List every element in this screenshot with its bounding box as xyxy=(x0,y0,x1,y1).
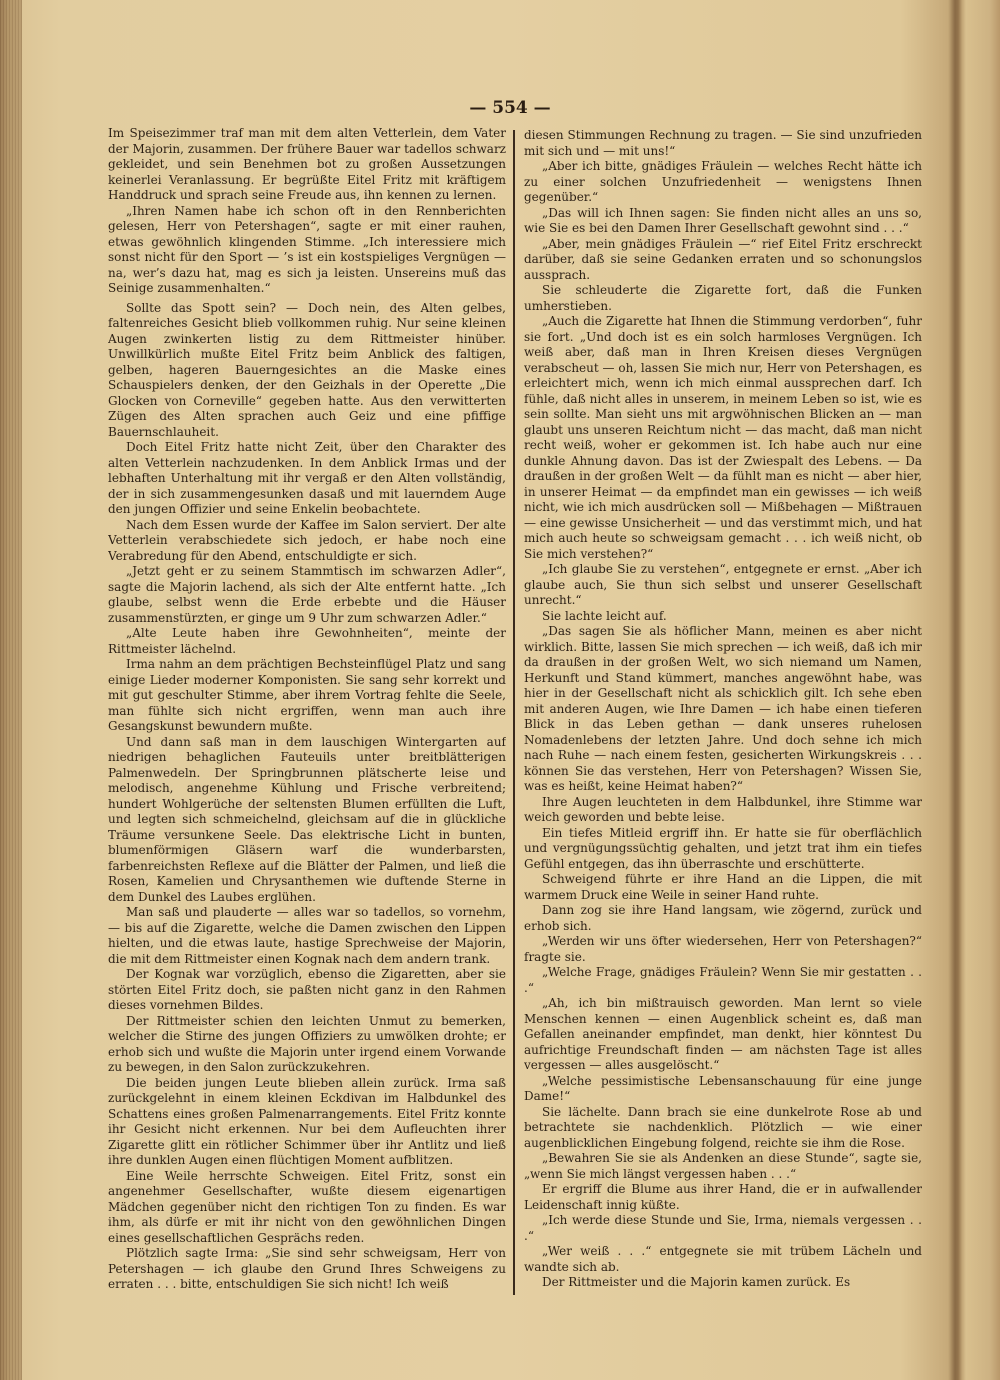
paragraph: Der Rittmeister schien den leichten Unmut zu bemerken, welcher die Stirne des jungen Offiziers zu umwölken drohte; er erhob sich und wußte die Majorin unter irgend einem Vorwande zu bewegen, in den Salon zurückzukehren. xyxy=(108,1013,506,1074)
paragraph: „Ihren Namen habe ich schon oft in den Rennberichten gelesen, Herr von Petershagen“, sagte er mit einer rauhen, etwas gewöhnlich klingenden Stimme. „Ich interessiere mich sonst nicht für den Sport — ’s ist ein kostspieliges Vergnügen — na, wer’s dazu hat, mag es sich ja leisten. Unsereins muß das Seinige zusammenhalten.“ xyxy=(108,203,506,295)
paragraph: „Das will ich Ihnen sagen: Sie finden nicht alles an uns so, wie Sie es bei den Damen Ihrer Gesellschaft gewohnt sind . . .“ xyxy=(524,205,922,235)
book-edge xyxy=(0,0,22,1380)
paragraph: diesen Stimmungen Rechnung zu tragen. — Sie sind unzufrieden mit sich und — mit uns!“ xyxy=(524,128,922,158)
paragraph: „Alte Leute haben ihre Gewohnheiten“, meinte der Rittmeister lächelnd. xyxy=(108,626,506,656)
paragraph: Doch Eitel Fritz hatte nicht Zeit, über den Charakter des alten Vetterlein nachzudenken. In dem Anblick Irmas und der lebhaften Unterhaltung mit ihr vergaß er den Alten vollständig, der in sich zusammengesunken dasaß und mit lauerndem Auge den jungen Offizier und seine Enkelin beobachtete. xyxy=(108,440,506,516)
paragraph: „Welche pessimistische Lebensanschauung für eine junge Dame!“ xyxy=(524,1073,922,1103)
page-fold xyxy=(948,0,962,1380)
paragraph: Ein tiefes Mitleid ergriff ihn. Er hatte sie für oberflächlich und vergnügungssüchtig gehalten, und jetzt trat ihm ein tiefes Gefühl entgegen, das ihn überraschte und erschütterte. xyxy=(524,825,922,871)
paragraph: „Ich glaube Sie zu verstehen“, entgegnete er ernst. „Aber ich glaube auch, Sie thun sich selbst und unserer Gesellschaft unrecht.“ xyxy=(524,562,922,607)
paragraph: „Jetzt geht er zu seinem Stammtisch im schwarzen Adler“, sagte die Majorin lachend, als sich der Alte entfernt hatte. „Ich glaube, selbst wenn die Erde erbebte und die Häuser zusammenstürzten, er ginge um 9 Uhr zum schwarzen Adler.“ xyxy=(108,564,506,625)
paragraph: „Bewahren Sie sie als Andenken an diese Stunde“, sagte sie, „wenn Sie mich längst vergessen haben . . .“ xyxy=(524,1151,922,1181)
page-number: — 554 — xyxy=(469,98,551,118)
paragraph: Der Rittmeister und die Majorin kamen zurück. Es xyxy=(542,1275,851,1289)
paragraph: Im Speisezimmer traf man mit dem alten Vetterlein, dem Vater der Majorin, zusammen. Der frühere Bauer war tadellos schwarz gekleidet, und sein Benehmen bot zu großen Aussetzungen keinerlei Veranlassung. Er begrüßte Eitel Fritz mit kräftigem Handdruck und sprach seine Freude aus, ihn kennen zu lernen. xyxy=(108,126,506,202)
paragraph: Sie schleuderte die Zigarette fort, daß die Funken umherstieben. xyxy=(524,283,922,313)
paragraph: Nach dem Essen wurde der Kaffee im Salon serviert. Der alte Vetterlein verabschiedete sich jedoch, er habe noch eine Verabredung für den Abend, entschuldigte er sich. xyxy=(108,517,506,563)
paragraph: „Ich werde diese Stunde und Sie, Irma, niemals vergessen . . .“ xyxy=(524,1213,922,1243)
paragraph: „Ah, ich bin mißtrauisch geworden. Man lernt so viele Menschen kennen — einen Augenblick scheint es, daß man Gefallen aneinander empfindet, man denkt, hier könntest Du aufrichtige Freundschaft finden — am nächsten Tage ist alles vergessen — alles ausgelöscht.“ xyxy=(524,996,922,1072)
paragraph: Plötzlich sagte Irma: „Sie sind sehr schweigsam, Herr von Petershagen — ich glaube den Grund Ihres Schweigens zu erraten . . . bitte, entschuldigen Sie sich nicht! Ich weiß xyxy=(108,1246,506,1291)
paragraph: „Werden wir uns öfter wiedersehen, Herr von Petershagen?“ fragte sie. xyxy=(524,934,922,964)
paragraph: „Welche Frage, gnädiges Fräulein? Wenn Sie mir gestatten . . .“ xyxy=(524,965,922,995)
paragraph: Ihre Augen leuchteten in dem Halbdunkel, ihre Stimme war weich geworden und bebte leise. xyxy=(524,794,922,824)
paragraph: Schweigend führte er ihre Hand an die Lippen, die mit warmem Druck eine Weile in seiner Hand ruhte. xyxy=(524,872,922,902)
paragraph: Er ergriff die Blume aus ihrer Hand, die er in aufwallender Leidenschaft innig küßte. xyxy=(524,1182,922,1212)
paragraph: Eine Weile herrschte Schweigen. Eitel Fritz, sonst ein angenehmer Gesellschafter, wußte diesem eigenartigen Mädchen gegenüber nicht den richtigen Ton zu finden. Es war ihm, als dürfe er mit ihr nicht von den gewöhnlichen Dingen eines gesellschaftlichen Gesprächs reden. xyxy=(108,1168,506,1245)
paragraph: Irma nahm an dem prächtigen Bechsteinflügel Platz und sang einige Lieder moderner Komponisten. Sie sang sehr korrekt und mit gut geschulter Stimme, aber ihrem Vortrag fehlte die Seele, man fühlte sich nicht ergriffen, wenn man auch ihre Gesangskunst bewundern mußte. xyxy=(108,657,506,733)
paragraph: „Aber, mein gnädiges Fräulein —“ rief Eitel Fritz erschreckt darüber, daß sie seine Gedanken erraten und so schonungslos aussprach. xyxy=(524,236,922,282)
paragraph: Und dann saß man in dem lauschigen Wintergarten auf niedrigen behaglichen Fauteuils unter breitblätterigen Palmenwedeln. Der Springbrunnen plätscherte leise und melodisch, angenehme Kühlung und Frische verbreitend; hundert Wohlgerüche der seltensten Blumen erfüllten die Luft, und legten sich schmeichelnd, gleichsam auf die in glückliche Träume versunkene Seele. Das elektrische Licht in bunten, blumenförmigen Gläsern warf die wunderbarsten, farbenreichsten Reflexe auf die Blätter der Palmen, und ließ die Rosen, Kamelien und Chrysanthemen wie duftende Sterne in dem Dunkel des Laubes erglühen. xyxy=(108,734,506,904)
paragraph: Die beiden jungen Leute blieben allein zurück. Irma saß zurückgelehnt in einem kleinen Eckdivan im Halbdunkel des Schattens eines großen Palmenarrangements. Eitel Fritz konnte ihr Gesicht nicht erkennen. Nur bei dem Aufleuchten ihrer Zigarette glitt ein rötlicher Schimmer über ihr Antlitz und ließ ihre dunklen Augen einen flüchtigen Moment aufblitzen. xyxy=(108,1075,506,1167)
paragraph: „Auch die Zigarette hat Ihnen die Stimmung verdorben“, fuhr sie fort. „Und doch ist es ein solch harmloses Vergnügen. Ich weiß aber, daß man in Ihren Kreisen dieses Vergnügen verabscheut — oh, lassen Sie mich nur, Herr von Petershagen, es erleichtert mich, wenn ich mich einmal aussprechen darf. Ich fühle, daß nicht alles in unserem, in meinem Leben so ist, wie es sein sollte. Man sieht uns mit argwöhnischen Blicken an — man glaubt uns unseren Reichtum nicht — das macht, daß man nicht recht weiß, woher er gekommen ist. Ich habe auch nur eine dunkle Ahnung davon. Das ist der Zwiespalt des Lebens. — Da draußen in der großen Welt — da fühlt man es nicht — aber hier, in unserer Heimat — da empfindet man ein gewisses — ich weiß nicht, wie ich mich ausdrücken soll — Mißbehagen — Mißtrauen — eine gewisse Unsicherheit — und das verstimmt mich, und hat mich auch heute so schweigsam gemacht . . . ich weiß nicht, ob Sie mich verstehen?“ xyxy=(524,314,922,561)
paragraph: Der Kognak war vorzüglich, ebenso die Zigaretten, aber sie störten Eitel Fritz doch, sie paßten nicht ganz in den Rahmen dieses vornehmen Bildes. xyxy=(108,967,506,1012)
paragraph: Dann zog sie ihre Hand langsam, wie zögernd, zurück und erhob sich. xyxy=(524,903,922,933)
right-column xyxy=(524,128,922,1308)
paragraph: „Das sagen Sie als höflicher Mann, meinen es aber nicht wirklich. Bitte, lassen Sie mich sprechen — ich weiß, daß ich mir da draußen in der großen Welt, wo sich niemand um Namen, Herkunft und Stand kümmert, manches angewöhnt habe, was hier in der Gesellschaft nicht als schicklich gilt. Ich sehe eben mit anderen Augen, wie Ihre Damen — ich habe einen tieferen Blick in das Leben gethan — dank unseres ruhelosen Nomadenlebens der letzten Jahre. Und doch sehne ich mich nach Ruhe — nach einem festen, gesicherten Wirkungskreis . . . können Sie das verstehen, Herr von Petershagen? Wissen Sie, was es heißt, keine Heimat haben?“ xyxy=(524,624,922,793)
paragraph: Man saß und plauderte — alles war so tadellos, so vornehm, — bis auf die Zigarette, welche die Damen zwischen den Lippen hielten, und die etwas laute, hastige Sprechweise der Majorin, die mit dem Rittmeister einen Kognak nach dem andern trank. xyxy=(108,905,506,966)
paragraph: „Wer weiß . . .“ entgegnete sie mit trübem Lächeln und wandte sich ab. xyxy=(524,1244,922,1274)
left-column xyxy=(108,126,506,1306)
column-rule xyxy=(513,130,515,1295)
paragraph: Sollte das Spott sein? — Doch nein, des Alten gelbes, faltenreiches Gesicht blieb vollkommen ruhig. Nur seine kleinen Augen zwinkerten listig zu dem Rittmeister hinüber. Unwillkürlich mußte Eitel Fritz beim Anblick des faltigen, gelben, hageren Bauerngesichtes an die Maske eines Schauspielers denken, der den Geizhals in der Operette „Die Glocken von Corneville“ gegeben hatte. Aus den verwitterten Zügen des Alten sprachen auch Geiz und eine pfiffige Bauernschlauheit. xyxy=(108,300,506,439)
paragraph: Sie lächelte. Dann brach sie eine dunkelrote Rose ab und betrachtete sie nachdenklich. Plötzlich — wie einer augenblicklichen Eingebung folgend, reichte sie ihm die Rose. xyxy=(524,1104,922,1150)
paragraph: Sie lachte leicht auf. xyxy=(542,608,667,623)
paragraph: „Aber ich bitte, gnädiges Fräulein — welches Recht hätte ich zu einer solchen Unzufriedenheit — wenigstens Ihnen gegenüber.“ xyxy=(524,159,922,204)
